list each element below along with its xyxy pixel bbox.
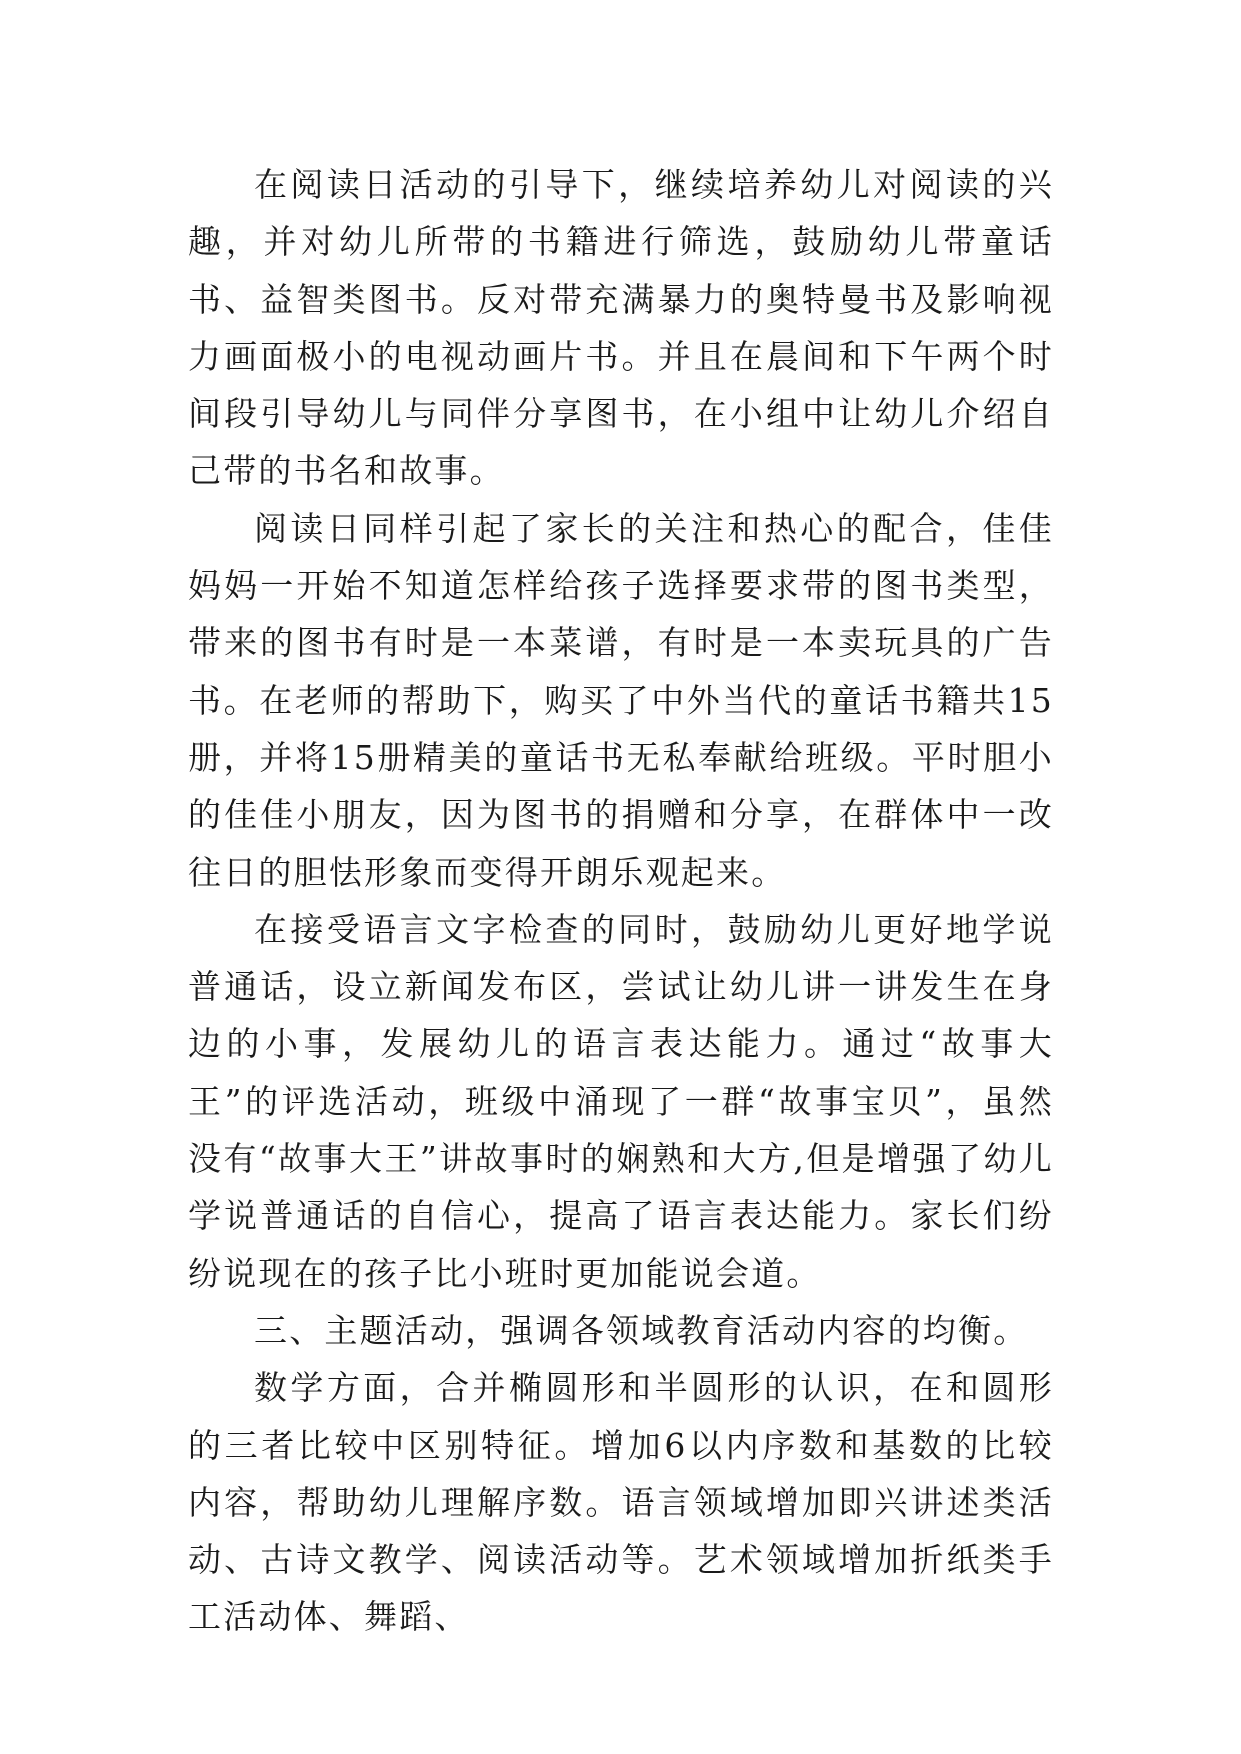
paragraph-parent-involvement: 阅读日同样引起了家长的关注和热心的配合，佳佳妈妈一开始不知道怎样给孩子选择要求带的图书类型，带来的图书有时是一本菜谱，有时是一本卖玩具的广告书。在老师的帮助下，购买了中外当代的童话书籍共15册，并将15册精美的童话书无私奉献给班级。平时胆小的佳佳小朋友，因为图书的捐赠和分享，在群体中一改往日的胆怯形象而变得开朗乐观起来。 [188,508,1054,892]
paragraph-reading-day: 在阅读日活动的引导下，继续培养幼儿对阅读的兴趣，并对幼儿所带的书籍进行筛选，鼓励幼儿带童话书、益智类图书。反对带充满暴力的奥特曼书及影响视力画面极小的电视动画片书。并且在晨间和下午两个时间段引导幼儿与同伴分享图书，在小组中让幼儿介绍自己带的书名和故事。 [188,165,1054,491]
section-heading-theme-activities: 三、主题活动，强调各领域教育活动内容的均衡。 [254,1310,1029,1350]
document-body [188,156,1054,1646]
paragraph-language-check: 在接受语言文字检查的同时，鼓励幼儿更好地学说普通话，设立新闻发布区，尝试让幼儿讲一讲发生在身边的小事，发展幼儿的语言表达能力。通过“故事大王”的评选活动，班级中涌现了一群“故事宝贝”，虽然没有“故事大王”讲故事时的娴熟和大方,但是增强了幼儿学说普通话的自信心，提高了语言表达能力。家长们纷纷说现在的孩子比小班时更加能说会道。 [188,909,1054,1293]
paragraph-math-and-domains: 数学方面，合并椭圆形和半圆形的认识，在和圆形的三者比较中区别特征。增加6以内序数和基数的比较内容，帮助幼儿理解序数。语言领域增加即兴讲述类活动、古诗文教学、阅读活动等。艺术领域增加折纸类手工活动体、舞蹈、 [188,1368,1054,1637]
